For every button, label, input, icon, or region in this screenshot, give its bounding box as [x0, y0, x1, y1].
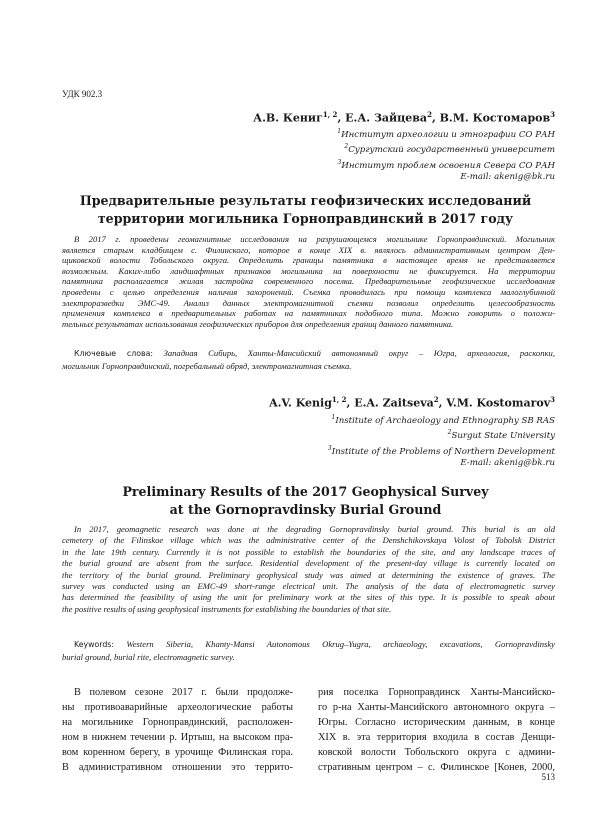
abstract-line: the burial ground are absent from the surface. Residential development of the present-day village is currently located on [62, 558, 555, 569]
affiliation: Институт проблем освоения Севера СО РАН [341, 160, 555, 171]
body-line: Югры. Согласно историческим данным, в конце [318, 717, 555, 728]
aff-sup: 2 [447, 429, 452, 437]
body-column-right [318, 685, 555, 775]
abstract-line: the territory of the burial ground. Preliminary geophysical study was aimed at determining the existence of graves. The [62, 569, 555, 580]
abstract-line: survey was conducted using an EMC-49 short-range electrical unit. The analysis of the data of electromagnetic survey [62, 581, 555, 592]
abstract-line: является старым кладбищем с. Филинского, которое в конце XIX в. являлось административным центром Ден- [62, 244, 555, 255]
body-line: ковской волости Тобольского округа с админи- [318, 747, 555, 758]
aff-sup: 1 [331, 414, 336, 421]
abstract-line: has determined the feasibility of using the unit for preliminary work at the sites of this type. It is possible to speak about [62, 592, 555, 603]
title-line: at the Gornopravdinsky Burial Ground [169, 502, 442, 517]
author-name: В.М. Костомаров [439, 111, 551, 125]
author-sup: 3 [550, 110, 555, 119]
keywords-label: Ключевые слова: [74, 349, 153, 358]
body-line: XIX в. эта территория входила в состав Денщи- [318, 732, 555, 743]
aff-sup: 3 [327, 444, 332, 452]
aff-sup: 3 [337, 158, 342, 166]
abstract-line: щиковской волости Тобольского округа. Определить границы памятника в настоящее время не представляется [62, 255, 555, 266]
affiliation: Institute of the Problems of Northern Development [331, 446, 555, 457]
title-line: Preliminary Results of the 2017 Geophysical Survey [122, 484, 489, 499]
author-sup: 2 [433, 395, 439, 404]
affiliation: Surgut State University [451, 431, 555, 442]
abstract-ru [62, 234, 555, 329]
abstract-line: the positive results of using geophysical instruments for establishing the boundaries of that site. [62, 603, 392, 614]
authors-en: A.V. Kenig$^{1, 2}$, E.A. Zaitseva$^2$, V.M. Kostomarov$^3$ [269, 395, 555, 410]
keywords-en [62, 638, 555, 663]
author-sup: 1, 2 [322, 110, 338, 119]
title-line: территории могильника Горноправдинский в 2017 году [97, 211, 514, 226]
body-line: на могильнике Горноправдинский, расположен- [62, 717, 293, 728]
body-line: вом коренном берегу, в урочище Филинская гора. [62, 747, 293, 758]
aff-sup: 2 [344, 143, 349, 151]
author-name: А.В. Кениг [253, 111, 323, 125]
abstract-line: In 2017, geomagnetic research was done at the degrading Gornopravdinsky burial ground. This burial is an old [74, 524, 555, 534]
affiliations-ru [337, 126, 555, 183]
affiliation: Сургутский государственный университет [348, 145, 555, 156]
email: E-mail: akenig@bk.ru [460, 171, 555, 182]
body-column-left [62, 685, 293, 775]
abstract-line: тельных результатах использования геофизических приборов для определения границ данного памятника. [62, 318, 454, 329]
title-ru [56, 192, 555, 228]
authors-ru: А.В. Кениг$^{1, 2}$, Е.А. Зайцева$^2$, В.М. Костомаров$^3$ [253, 110, 555, 125]
email: E-mail: akenig@bk.ru [460, 457, 555, 468]
abstract-line: проведены с целью определения наличия захоронений. Съемка проводилась при помощи комплекса малоглубинной [62, 286, 555, 297]
title-line: Предварительные результаты геофизических исследований [79, 193, 532, 208]
aff-sup: 1 [337, 128, 342, 135]
author-name: V.M. Kostomarov [446, 396, 551, 410]
affiliation: Institute of Archaeology and Ethnography SB RAS [335, 415, 555, 426]
body-line: го р-на Ханты-Мансийского автономного округа – [318, 702, 555, 713]
author-sup: 2 [427, 110, 432, 119]
author-name: A.V. Kenig [269, 396, 332, 410]
abstract-line: применения комплекса в предварительных работах на памятниках подобного типа. Можно говорить о положи- [62, 308, 555, 319]
abstract-line: памятника располагается жилая застройка современного поселка. Предварительные геофизические исследования [62, 276, 555, 287]
author-sup: 1, 2 [331, 395, 347, 404]
keywords-value: могильник Горноправдинский, погребальный обряд, электромагнитная съемка. [62, 361, 352, 371]
author-name: E.A. Zaitseva [354, 396, 434, 410]
author-sup: 3 [550, 395, 555, 404]
abstract-line: cemetery of the Filinskoe village which was the administrative center of the Denshchikovskaya Volost of Tobolsk District [62, 535, 555, 546]
body-line: ны противоаварийные археологические работы [62, 702, 293, 713]
title-en [56, 483, 555, 519]
udk-code: УДК 902.3 [62, 89, 103, 99]
keywords-label: Keywords: [74, 640, 114, 649]
abstract-line: возможным. Каких-либо ландшафтных признаков могильника на поверхности не фиксируется. На территории [62, 265, 555, 276]
body-line: ном в нижнем течении р. Иртыш, на высоком пра- [62, 732, 293, 743]
keywords-value: burial ground, burial rite, electromagnetic survey. [62, 652, 235, 662]
keywords-value: Western Siberia, Khanty-Mansi Autonomous Okrug–Yugra, archaeology, excavations, Gornopravdinsky [126, 639, 555, 649]
abstract-line: электроразведки ЭМС-49. Анализ данных электромагнитной съемки позволил определить целесообразность [62, 297, 555, 308]
body-line: стративным центром – с. Филинское [Конев, 2000, [318, 762, 555, 773]
abstract-en [62, 524, 555, 615]
abstract-line: in the late 19th century. Currently it is not possible to establish the boundaries of the site, and any landscape traces of [62, 546, 555, 557]
keywords-value: Западная Сибирь, Ханты-Мансийский автономный округ – Югра, археология, раскопки, [163, 348, 555, 358]
body-line: В полевом сезоне 2017 г. были продолже- [74, 687, 293, 698]
affiliation: Институт археологии и этнографии СО РАН [341, 129, 555, 140]
author-name: Е.А. Зайцева [345, 111, 428, 125]
page-number: 513 [541, 772, 555, 782]
keywords-ru [62, 347, 555, 372]
abstract-line: В 2017 г. проведены геомагнитные исследования на разрушающемся могильнике Горноправдинский. Могильник [74, 234, 555, 244]
body-line: рия поселка Горноправдинск Ханты-Мансийско- [318, 687, 555, 698]
affiliations-en [328, 412, 555, 469]
body-line: В административном отношении это террито- [62, 762, 293, 773]
